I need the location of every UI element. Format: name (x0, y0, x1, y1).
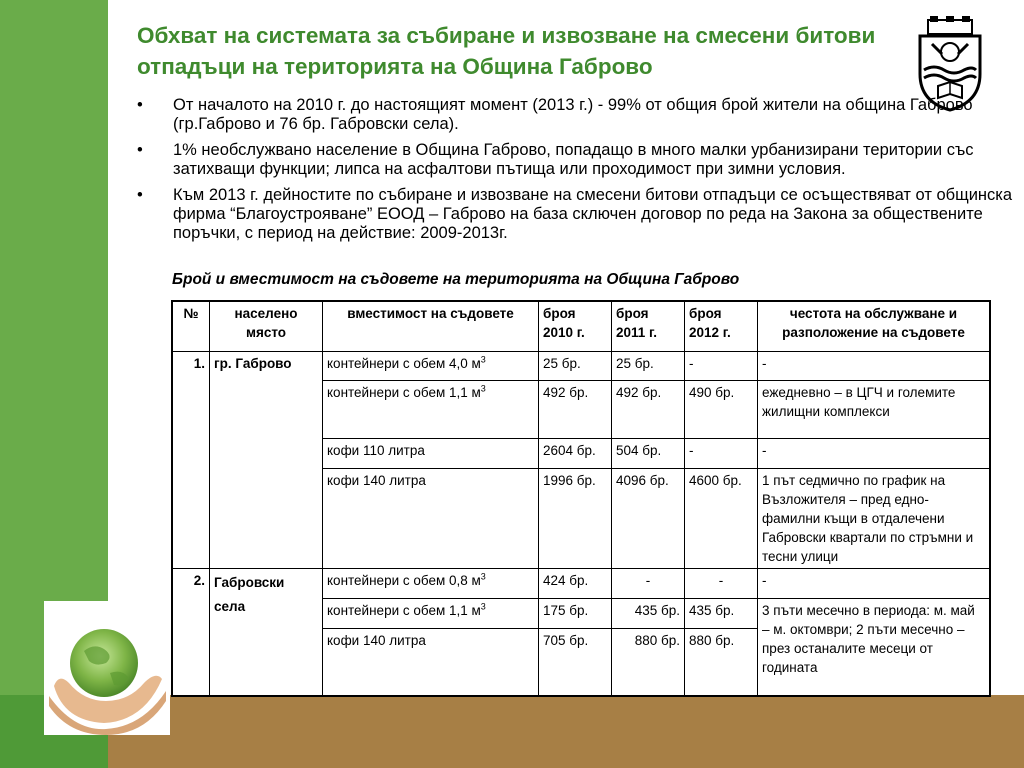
count-2012: - (685, 568, 758, 598)
count-2012: - (685, 438, 758, 468)
settlement-name: Габровски села (210, 568, 323, 695)
count-2012: 435 бр. (685, 598, 758, 628)
bullet-text: Към 2013 г. дейностите по събиране и извозване на смесени битови отпадъци се осъществяват от общинска фирма “Благоустрояване” ЕООД – Габрово на база сключен договор по реда на Закона за обществените поръчки, с период на действие: 2009-2013г. (173, 186, 1013, 242)
count-2012: 4600 бр. (685, 468, 758, 568)
count-2010: 2604 бр. (539, 438, 612, 468)
count-2010: 705 бр. (539, 628, 612, 695)
row-number: 2. (173, 568, 210, 695)
bottom-decor-band (108, 695, 1024, 768)
header-2011: броя 2011 г. (612, 302, 685, 352)
header-no: № (173, 302, 210, 352)
capacity-cell: кофи 140 литра (323, 628, 539, 695)
capacity-cell: кофи 110 литра (323, 438, 539, 468)
count-2010: 492 бр. (539, 380, 612, 438)
bullet-item (137, 141, 1017, 179)
header-capacity: вместимост на съдовете (323, 302, 539, 352)
bullet-item (137, 186, 1017, 243)
count-2011: - (612, 568, 685, 598)
count-2011: 880 бр. (612, 628, 685, 695)
frequency-cell: ежедневно – в ЦГЧ и големите жилищни комплекси (758, 380, 989, 438)
capacity-cell: контейнери с обем 1,1 $м^3$ (323, 380, 539, 438)
containers-table (171, 300, 991, 697)
frequency-cell: - (758, 438, 989, 468)
bullet-text: От началото на 2010 г. до настоящият момент (2013 г.) - 99% от общия брой жители на община Габрово (гр.Габрово и 76 бр. Габровски села). (173, 96, 973, 133)
count-2010: 175 бр. (539, 598, 612, 628)
header-frequency: честота на обслужване и разположение на съдовете (758, 302, 989, 352)
count-2012: 880 бр. (685, 628, 758, 695)
count-2010: 1996 бр. (539, 468, 612, 568)
header-2010: броя 2010 г. (539, 302, 612, 352)
count-2011: 492 бр. (612, 380, 685, 438)
settlement-name: гр. Габрово (210, 352, 323, 568)
count-2010: 25 бр. (539, 352, 612, 380)
capacity-cell: контейнери с обем 0,8 $м^3$ (323, 568, 539, 598)
bullet-mark: • (137, 96, 143, 114)
count-2011: 25 бр. (612, 352, 685, 380)
globe-in-hands-image (44, 601, 170, 735)
table-row (173, 568, 989, 598)
bullet-item (137, 96, 1017, 134)
frequency-cell: 1 път седмично по график на Възложителя – пред едно-фамилни къщи в отдалечени Габровски квартали по стръмни и тесни улици (758, 468, 989, 568)
bullet-list (137, 96, 1017, 250)
frequency-cell: - (758, 568, 989, 598)
count-2011: 435 бр. (612, 598, 685, 628)
slide-title: Обхват на системата за събиране и извозване на смесени битови отпадъци на територията на Община Габрово (137, 23, 876, 79)
count-2012: 490 бр. (685, 380, 758, 438)
capacity-cell: контейнери с обем 4,0 $м^3$ (323, 352, 539, 380)
header-place: населено място (210, 302, 323, 352)
header-2012: броя 2012 г. (685, 302, 758, 352)
count-2011: 4096 бр. (612, 468, 685, 568)
table-header-row (173, 302, 989, 352)
count-2010: 424 бр. (539, 568, 612, 598)
capacity-cell: контейнери с обем 1,1 $м^3$ (323, 598, 539, 628)
bullet-text: 1% необслужвано население в Община Габрово, попадащо в много малки урбанизирани територии със затихващи функции; липса на асфалтови пътища или проходимост при зимни условия. (173, 141, 974, 178)
row-number: 1. (173, 352, 210, 568)
capacity-cell: кофи 140 литра (323, 468, 539, 568)
bullet-mark: • (137, 186, 143, 204)
frequency-cell: - (762, 356, 767, 371)
frequency-cell: 3 пъти месечно в периода: м. май – м. октомври; 2 пъти месечно – през останалите месеци от годината (758, 598, 989, 695)
bullet-mark: • (137, 141, 143, 159)
table-caption: Брой и вместимост на съдовете на територията на Община Габрово (172, 271, 740, 288)
count-2012: - (685, 352, 758, 380)
table-row (173, 352, 989, 380)
count-2011: 504 бр. (612, 438, 685, 468)
left-decor-band (0, 0, 108, 695)
